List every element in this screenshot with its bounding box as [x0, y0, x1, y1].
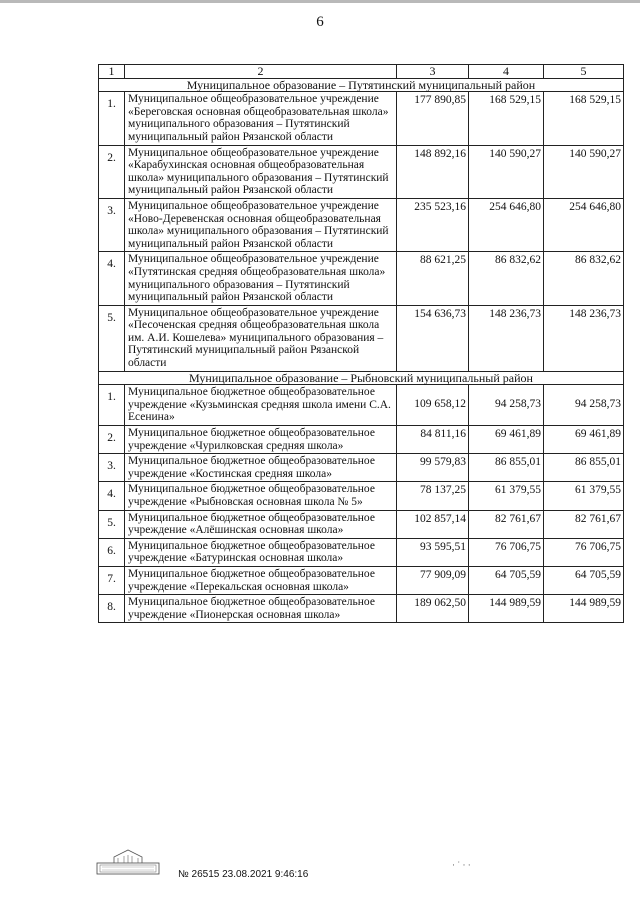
value-column-3: 99 579,83 — [397, 454, 469, 482]
institution-name: Муниципальное бюджетное общеобразовательное учреждение «Костинская средняя школа» — [125, 454, 397, 482]
row-number: 5. — [99, 510, 125, 538]
institution-name: Муниципальное общеобразовательное учреждение «Путятинская средняя общеобразовательная школа» муниципального образования – Путятинский муниципальный район Рязанской области — [125, 252, 397, 305]
row-number: 8. — [99, 595, 125, 623]
row-number: 4. — [99, 252, 125, 305]
value-column-3: 93 595,51 — [397, 538, 469, 566]
column-header: 1 — [99, 65, 125, 79]
top-scan-edge — [0, 0, 640, 3]
value-column-4: 76 706,75 — [469, 538, 544, 566]
table-row — [99, 426, 624, 454]
value-column-4: 86 855,01 — [469, 454, 544, 482]
row-number: 6. — [99, 538, 125, 566]
row-number: 5. — [99, 305, 125, 371]
institution-name: Муниципальное бюджетное общеобразовательное учреждение «Алёшинская основная школа» — [125, 510, 397, 538]
column-header: 5 — [544, 65, 624, 79]
row-number: 7. — [99, 566, 125, 594]
table-row — [99, 566, 624, 594]
value-column-4: 82 761,67 — [469, 510, 544, 538]
value-column-5: 144 989,59 — [544, 595, 624, 623]
institution-name: Муниципальное бюджетное общеобразовательное учреждение «Рыбновская основная школа № 5» — [125, 482, 397, 510]
row-number: 1. — [99, 385, 125, 426]
institution-name: Муниципальное общеобразовательное учреждение «Береговская основная общеобразовательная школа» муниципального образования – Путятинский муниципальный район Рязанской области — [125, 92, 397, 145]
value-column-3: 189 062,50 — [397, 595, 469, 623]
page-number: 6 — [316, 14, 324, 30]
section-header-row — [99, 78, 624, 92]
value-column-4: 64 705,59 — [469, 566, 544, 594]
row-number: 2. — [99, 145, 125, 198]
row-number: 2. — [99, 426, 125, 454]
value-column-5: 86 832,62 — [544, 252, 624, 305]
value-column-5: 86 855,01 — [544, 454, 624, 482]
table-row — [99, 145, 624, 198]
value-column-5: 69 461,89 — [544, 426, 624, 454]
row-number: 4. — [99, 482, 125, 510]
section-title: Муниципальное образование – Рыбновский муниципальный район — [99, 371, 624, 385]
table-row — [99, 305, 624, 371]
value-column-3: 78 137,25 — [397, 482, 469, 510]
institution-name: Муниципальное общеобразовательное учреждение «Карабухинская основная общеобразовательная школа» муниципального образования – Путятинский муниципальный район Рязанской области — [125, 145, 397, 198]
value-column-3: 154 636,73 — [397, 305, 469, 371]
table-row — [99, 92, 624, 145]
institution-name: Муниципальное общеобразовательное учреждение «Ново-Деревенская основная общеобразовательная школа» муниципального образования – Путятинский муниципальный район Рязанской области — [125, 198, 397, 251]
value-column-4: 144 989,59 — [469, 595, 544, 623]
value-column-5: 168 529,15 — [544, 92, 624, 145]
value-column-4: 69 461,89 — [469, 426, 544, 454]
value-column-4: 61 379,55 — [469, 482, 544, 510]
value-column-3: 77 909,09 — [397, 566, 469, 594]
scan-marks: · ˙ · · — [452, 860, 471, 870]
value-column-4: 86 832,62 — [469, 252, 544, 305]
value-column-5: 76 706,75 — [544, 538, 624, 566]
institution-name: Муниципальное бюджетное общеобразовательное учреждение «Пионерская основная школа» — [125, 595, 397, 623]
institution-name: Муниципальное бюджетное общеобразовательное учреждение «Кузьминская средняя школа имени С.А. Есенина» — [125, 385, 397, 426]
value-column-5: 82 761,67 — [544, 510, 624, 538]
table-row — [99, 510, 624, 538]
column-header: 4 — [469, 65, 544, 79]
table-row — [99, 454, 624, 482]
institution-name: Муниципальное бюджетное общеобразовательное учреждение «Батуринская основная школа» — [125, 538, 397, 566]
value-column-5: 94 258,73 — [544, 385, 624, 426]
column-header: 3 — [397, 65, 469, 79]
value-column-4: 168 529,15 — [469, 92, 544, 145]
table-row — [99, 538, 624, 566]
value-column-3: 84 811,16 — [397, 426, 469, 454]
institution-name: Муниципальное бюджетное общеобразовательное учреждение «Чурилковская средняя школа» — [125, 426, 397, 454]
value-column-3: 88 621,25 — [397, 252, 469, 305]
document-registration-number: № 26515 23.08.2021 9:46:16 — [178, 869, 309, 880]
value-column-3: 235 523,16 — [397, 198, 469, 251]
column-header-row — [99, 65, 624, 79]
table-row — [99, 595, 624, 623]
institution-name: Муниципальное бюджетное общеобразовательное учреждение «Перекальская основная школа» — [125, 566, 397, 594]
value-column-5: 64 705,59 — [544, 566, 624, 594]
value-column-4: 254 646,80 — [469, 198, 544, 251]
value-column-5: 254 646,80 — [544, 198, 624, 251]
value-column-5: 140 590,27 — [544, 145, 624, 198]
row-number: 3. — [99, 198, 125, 251]
document-stamp-icon — [96, 849, 160, 875]
value-column-5: 61 379,55 — [544, 482, 624, 510]
value-column-3: 109 658,12 — [397, 385, 469, 426]
value-column-4: 94 258,73 — [469, 385, 544, 426]
table-row — [99, 198, 624, 251]
value-column-3: 148 892,16 — [397, 145, 469, 198]
value-column-4: 140 590,27 — [469, 145, 544, 198]
table-row — [99, 252, 624, 305]
column-header: 2 — [125, 65, 397, 79]
value-column-3: 177 890,85 — [397, 92, 469, 145]
section-header-row — [99, 371, 624, 385]
row-number: 3. — [99, 454, 125, 482]
value-column-4: 148 236,73 — [469, 305, 544, 371]
value-column-5: 148 236,73 — [544, 305, 624, 371]
section-title: Муниципальное образование – Путятинский муниципальный район — [99, 78, 624, 92]
row-number: 1. — [99, 92, 125, 145]
table-row — [99, 385, 624, 426]
table-row — [99, 482, 624, 510]
budget-table — [98, 64, 624, 623]
value-column-3: 102 857,14 — [397, 510, 469, 538]
institution-name: Муниципальное общеобразовательное учреждение «Песоченская средняя общеобразовательная школа им. А.И. Кошелева» муниципального образования – Путятинский муниципальный район Рязанской области — [125, 305, 397, 371]
